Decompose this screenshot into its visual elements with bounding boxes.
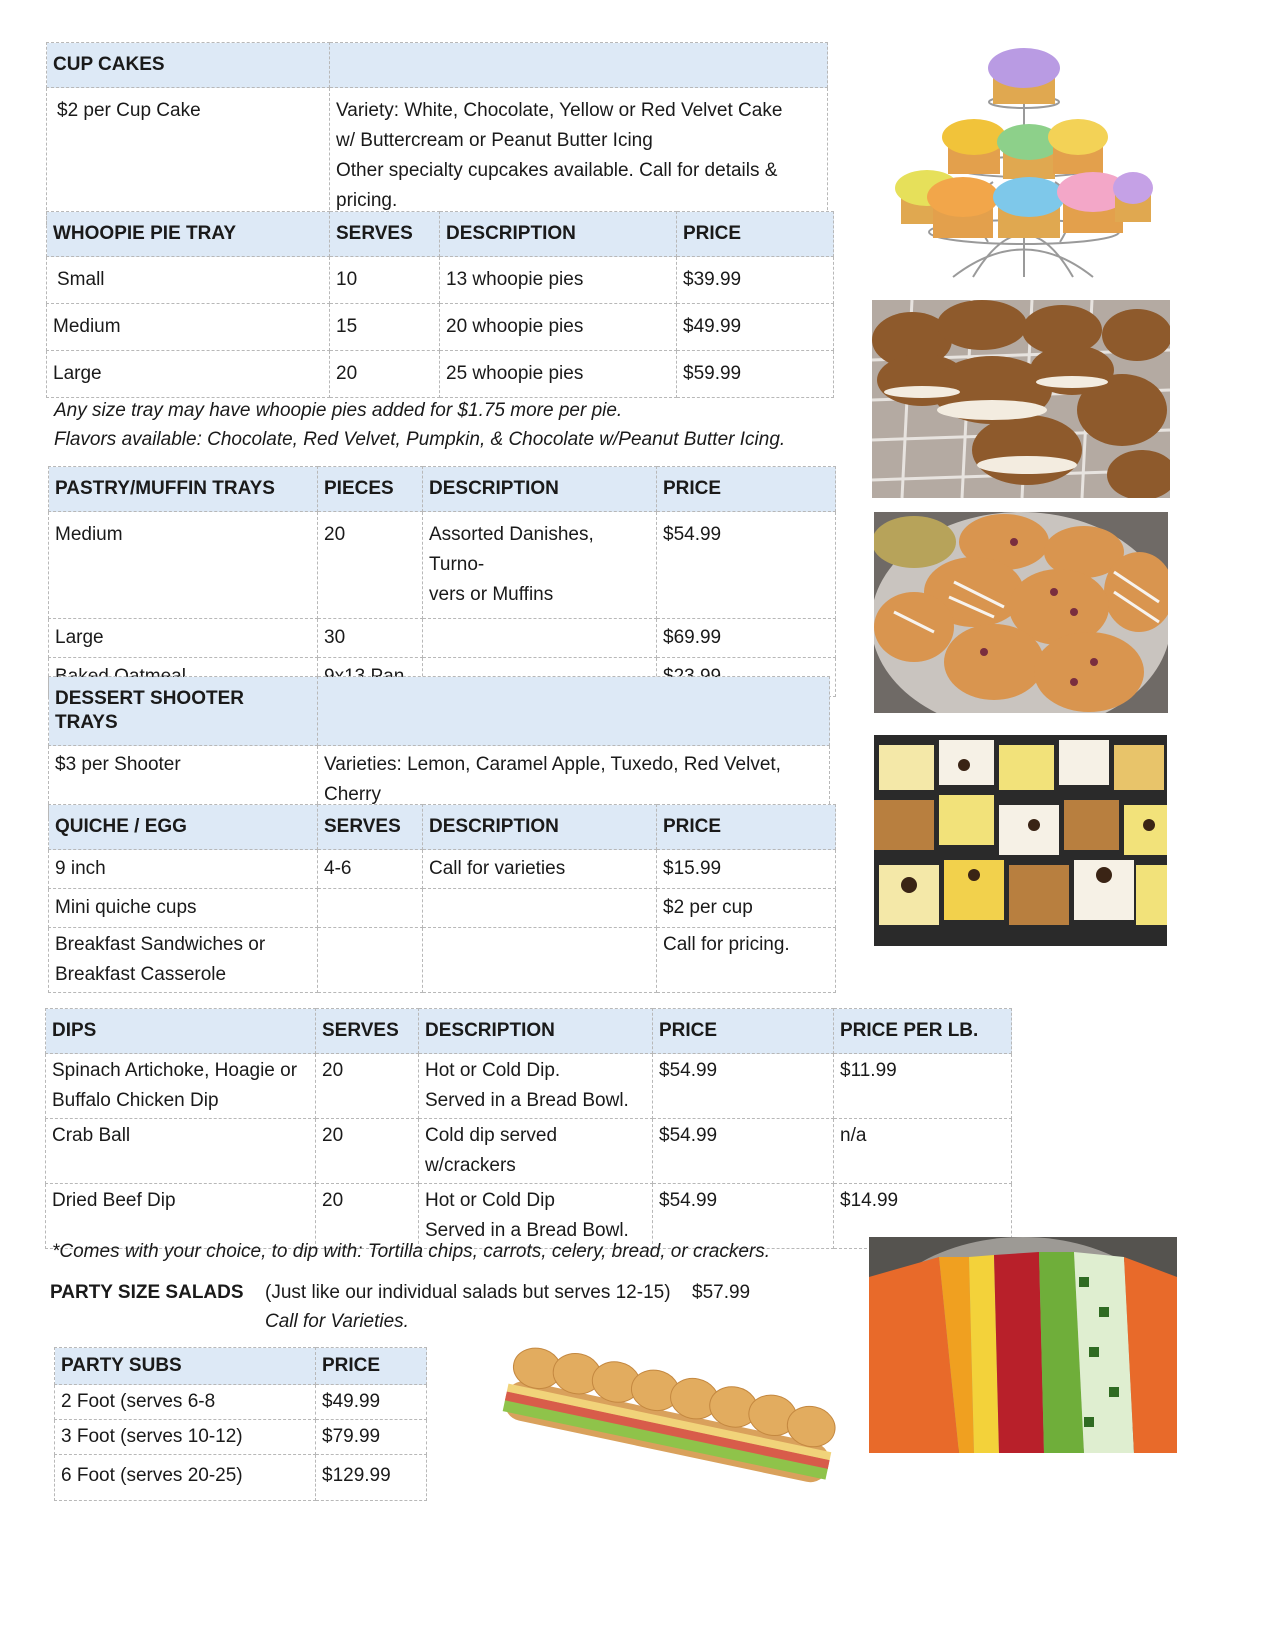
header-cell: QUICHE / EGG <box>49 805 318 850</box>
table-row <box>49 512 836 619</box>
party-subs-table <box>54 1347 427 1501</box>
description-cell: Call for varieties <box>423 850 657 889</box>
item-cell: Spinach Artichoke, Hoagie or Buffalo Chicken Dip <box>46 1054 316 1119</box>
serves-cell <box>318 928 423 993</box>
size-cell: Medium <box>47 304 330 351</box>
empty-header-cell <box>330 43 828 88</box>
party-salads-price: $57.99 <box>692 1282 751 1303</box>
cupcake-description: Variety: White, Chocolate, Yellow or Red Velvet Cake w/ Buttercream or Peanut Butter Icing Other specialty cupcakes available. Call for details & pricing. <box>330 88 828 225</box>
cupcake-stand-photo <box>893 42 1155 287</box>
price-cell: $49.99 <box>677 304 834 351</box>
serves-cell: 20 <box>316 1119 419 1184</box>
size-cell: 3 Foot (serves 10-12) <box>55 1420 316 1455</box>
price-cell: $129.99 <box>316 1455 427 1501</box>
header-cell: SERVES <box>318 805 423 850</box>
serves-cell <box>318 889 423 928</box>
pastry-muffin-table <box>48 466 836 697</box>
header-cell: DESCRIPTION <box>440 212 677 257</box>
price-cell: $2 per cup <box>657 889 836 928</box>
header-cell: PRICE <box>657 467 836 512</box>
table-row <box>55 1385 427 1420</box>
header-cell: PASTRY/MUFFIN TRAYS <box>49 467 318 512</box>
price-per-lb-cell: $14.99 <box>834 1184 1012 1249</box>
serves-cell: 15 <box>330 304 440 351</box>
whoopie-note-extra-pies: Any size tray may have whoopie pies added for $1.75 more per pie. <box>54 400 623 421</box>
item-cell: Crab Ball <box>46 1119 316 1184</box>
table-header-row <box>49 677 830 746</box>
price-cell: $49.99 <box>316 1385 427 1420</box>
party-salads-description: (Just like our individual salads but serves 12-15) <box>265 1282 671 1303</box>
pieces-cell: 30 <box>318 619 423 658</box>
header-cell: DESCRIPTION <box>423 805 657 850</box>
description-cell: Hot or Cold Dip. Served in a Bread Bowl. <box>419 1054 653 1119</box>
description-cell <box>423 928 657 993</box>
party-salads-title: PARTY SIZE SALADS <box>50 1282 244 1303</box>
muffins-photo <box>874 512 1168 713</box>
whoopie-pie-table <box>46 211 834 398</box>
size-cell: 6 Foot (serves 20-25) <box>55 1455 316 1501</box>
serves-cell: 20 <box>330 351 440 398</box>
header-cell: PARTY SUBS <box>55 1348 316 1385</box>
pieces-cell: 20 <box>318 512 423 619</box>
price-cell: $54.99 <box>653 1054 834 1119</box>
table-row <box>49 928 836 993</box>
serves-cell: 10 <box>330 257 440 304</box>
whoopie-note-flavors: Flavors available: Chocolate, Red Velvet, Pumpkin, & Chocolate w/Peanut Butter Icing. <box>54 429 786 450</box>
table-row <box>47 257 834 304</box>
size-cell: Large <box>47 351 330 398</box>
item-cell: 9 inch <box>49 850 318 889</box>
description-cell <box>423 619 657 658</box>
description-cell: Assorted Danishes, Turno- vers or Muffins <box>423 512 657 619</box>
price-cell: $69.99 <box>657 619 836 658</box>
dessert-shooter-table <box>48 676 830 819</box>
description-cell: Cold dip served w/crackers <box>419 1119 653 1184</box>
table-header-row <box>49 805 836 850</box>
table-row <box>47 88 828 225</box>
table-row <box>49 850 836 889</box>
header-cell: PRICE <box>677 212 834 257</box>
table-header-row <box>47 212 834 257</box>
price-cell: $59.99 <box>677 351 834 398</box>
whoopie-pies-photo <box>872 300 1170 498</box>
header-cell: PRICE PER LB. <box>834 1009 1012 1054</box>
dips-note: *Comes with your choice, to dip with: Tortilla chips, carrots, celery, bread, or crackers. <box>52 1241 771 1262</box>
party-salads-note: Call for Varieties. <box>265 1311 409 1332</box>
table-row <box>49 619 836 658</box>
header-cell: SERVES <box>316 1009 419 1054</box>
serves-cell: 4-6 <box>318 850 423 889</box>
serves-cell: 20 <box>316 1054 419 1119</box>
header-cell: PIECES <box>318 467 423 512</box>
table-row <box>47 351 834 398</box>
header-cell: DESCRIPTION <box>419 1009 653 1054</box>
header-cell: PRICE <box>316 1348 427 1385</box>
item-cell: Breakfast Sandwiches or Breakfast Casserole <box>49 928 318 993</box>
party-sub-photo <box>488 1322 850 1533</box>
price-cell: $39.99 <box>677 257 834 304</box>
header-cell: SERVES <box>330 212 440 257</box>
description-cell <box>423 889 657 928</box>
price-per-lb-cell: n/a <box>834 1119 1012 1184</box>
description-cell: Hot or Cold Dip Served in a Bread Bowl. <box>419 1184 653 1249</box>
size-cell: 2 Foot (serves 6-8 <box>55 1385 316 1420</box>
size-cell: Large <box>49 619 318 658</box>
quiche-egg-table <box>48 804 836 993</box>
price-cell: Call for pricing. <box>657 928 836 993</box>
table-row <box>55 1455 427 1501</box>
party-salad-photo <box>869 1237 1177 1453</box>
price-cell: $79.99 <box>316 1420 427 1455</box>
shooter-header: DESSERT SHOOTER TRAYS <box>49 677 318 746</box>
dessert-shooters-photo <box>874 735 1167 946</box>
table-row <box>47 304 834 351</box>
price-cell: $54.99 <box>657 512 836 619</box>
table-header-row <box>46 1009 1012 1054</box>
shooter-description: Varieties: Lemon, Caramel Apple, Tuxedo, Red Velvet, Cherry <box>318 746 830 819</box>
cupcakes-header: CUP CAKES <box>47 43 330 88</box>
cupcakes-table <box>46 42 828 225</box>
table-header-row <box>47 43 828 88</box>
header-cell: DIPS <box>46 1009 316 1054</box>
item-cell: Mini quiche cups <box>49 889 318 928</box>
price-cell: $54.99 <box>653 1184 834 1249</box>
size-cell: Small <box>47 257 330 304</box>
size-cell: Medium <box>49 512 318 619</box>
serves-cell: 20 <box>316 1184 419 1249</box>
price-cell: $54.99 <box>653 1119 834 1184</box>
description-cell: 13 whoopie pies <box>440 257 677 304</box>
empty-header-cell <box>318 677 830 746</box>
dips-table <box>45 1008 1012 1249</box>
table-row <box>46 1119 1012 1184</box>
table-row <box>55 1420 427 1455</box>
table-header-row <box>49 467 836 512</box>
shooter-price: $3 per Shooter <box>49 746 318 819</box>
price-per-lb-cell: $11.99 <box>834 1054 1012 1119</box>
table-row <box>49 889 836 928</box>
header-cell: PRICE <box>657 805 836 850</box>
description-cell: 25 whoopie pies <box>440 351 677 398</box>
table-header-row <box>55 1348 427 1385</box>
item-cell: Dried Beef Dip <box>46 1184 316 1249</box>
header-cell: DESCRIPTION <box>423 467 657 512</box>
description-cell: 20 whoopie pies <box>440 304 677 351</box>
cupcake-price: $2 per Cup Cake <box>47 88 330 225</box>
header-cell: WHOOPIE PIE TRAY <box>47 212 330 257</box>
header-cell: PRICE <box>653 1009 834 1054</box>
table-row <box>46 1054 1012 1119</box>
price-cell: $15.99 <box>657 850 836 889</box>
